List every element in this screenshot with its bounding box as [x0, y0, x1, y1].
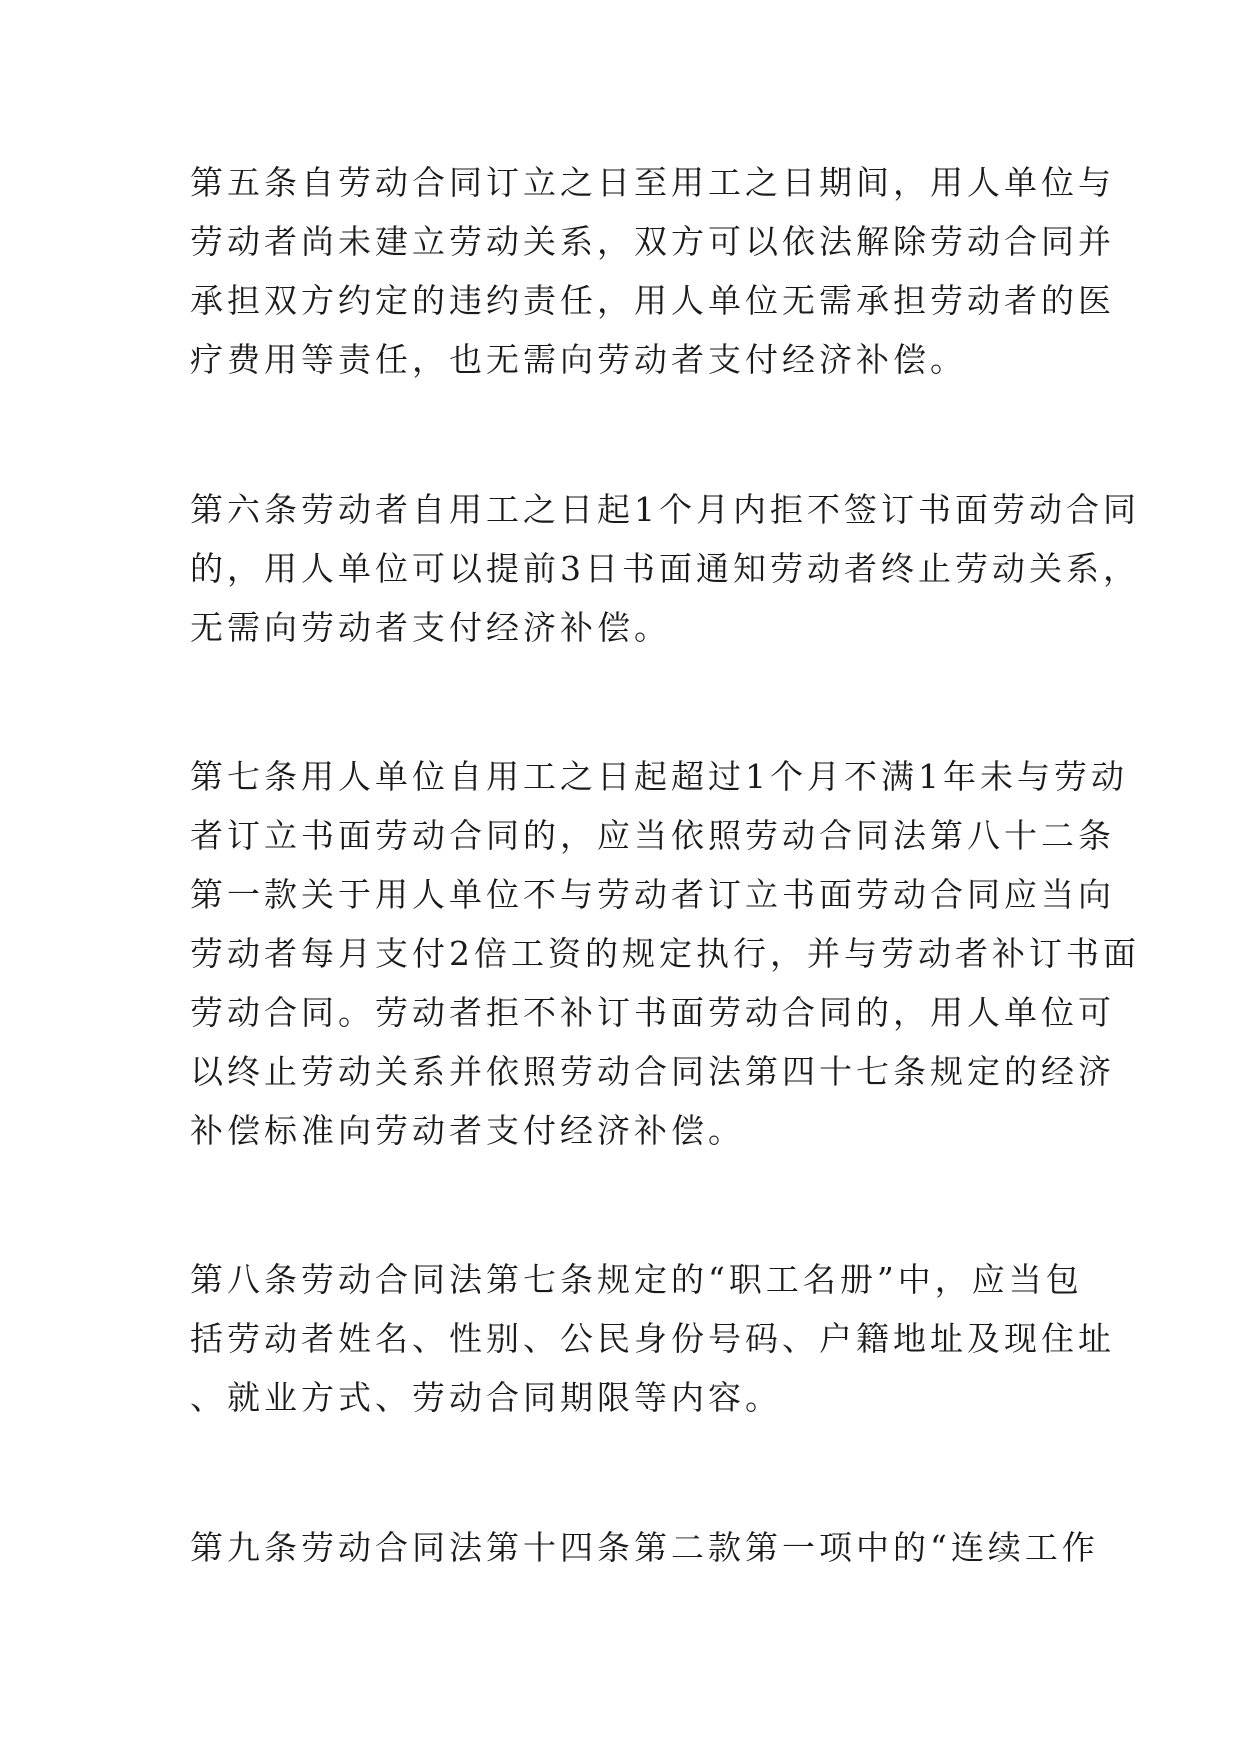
text-line: 疗费用等责任，也无需向劳动者支付经济补偿。	[190, 340, 967, 379]
text-line: 第八条劳动合同法第七条规定的“职工名册”中，应当包	[190, 1260, 1083, 1299]
text-line: 第九条劳动合同法第十四条第二款第一项中的“连续工作	[190, 1528, 1099, 1567]
text-line: 、就业方式、劳动合同期限等内容。	[190, 1378, 782, 1417]
text-line: 第七条用人单位自用工之日起超过1个月不满1年未与劳动	[190, 757, 1128, 796]
text-line: 劳动者尚未建立劳动关系，双方可以依法解除劳动合同并	[190, 222, 1115, 261]
text-line: 无需向劳动者支付经济补偿。	[190, 608, 671, 647]
text-line: 承担双方约定的违约责任，用人单位无需承担劳动者的医	[190, 281, 1115, 320]
text-line: 第五条自劳动合同订立之日至用工之日期间，用人单位与	[190, 163, 1115, 202]
text-line: 劳动合同。劳动者拒不补订书面劳动合同的，用人单位可	[190, 993, 1115, 1032]
text-line: 第一款关于用人单位不与劳动者订立书面劳动合同应当向	[190, 875, 1115, 914]
text-line: 者订立书面劳动合同的，应当依照劳动合同法第八十二条	[190, 816, 1115, 855]
text-line: 括劳动者姓名、性别、公民身份号码、户籍地址及现住址	[190, 1319, 1115, 1358]
text-line: 劳动者每月支付2倍工资的规定执行，并与劳动者补订书面	[190, 934, 1140, 973]
text-line: 第六条劳动者自用工之日起1个月内拒不签订书面劳动合同	[190, 490, 1140, 529]
text-line: 补偿标准向劳动者支付经济补偿。	[190, 1111, 745, 1150]
text-line: 的，用人单位可以提前3日书面通知劳动者终止劳动关系，	[190, 549, 1140, 588]
text-line: 以终止劳动关系并依照劳动合同法第四十七条规定的经济	[190, 1052, 1115, 1091]
